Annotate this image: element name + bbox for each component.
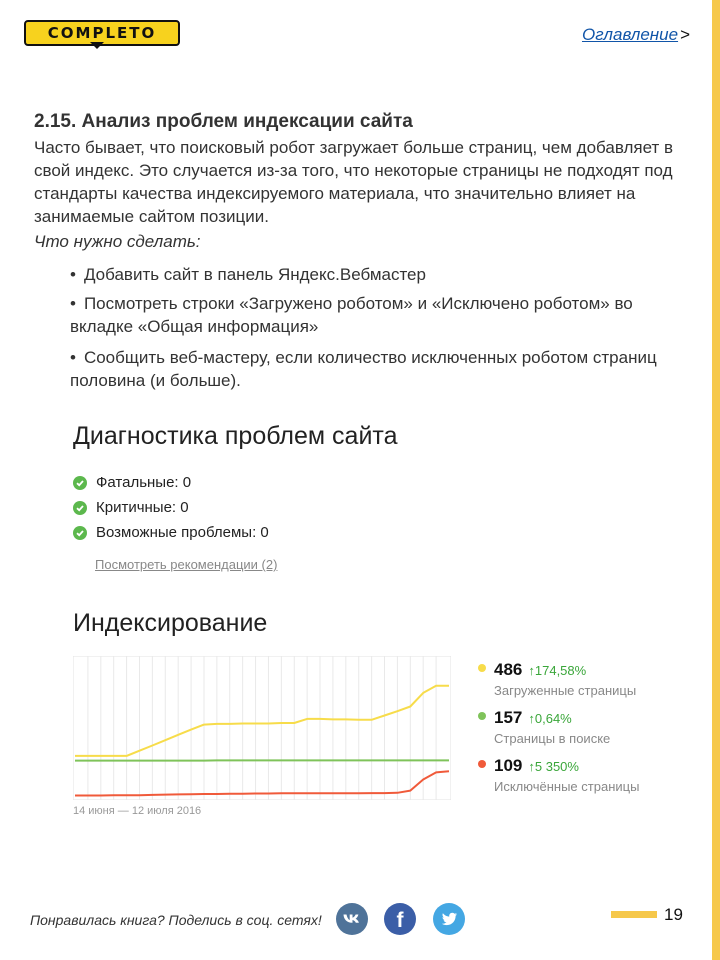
bullet-text: Посмотреть строки «Загружено роботом» и «Исключено роботом» во вкладке «Общая информация» (70, 294, 633, 336)
check-circle-icon (73, 526, 87, 540)
indexing-chart (73, 656, 451, 800)
page-number-accent (611, 911, 657, 918)
legend-value: 109 (494, 756, 523, 775)
share-prompt: Понравилась книга? Поделись в соц. сетях! (30, 912, 322, 928)
legend-change: ↑5 350% (528, 759, 579, 774)
check-label: Критичные: 0 (96, 499, 189, 516)
facebook-share-button[interactable] (384, 903, 416, 935)
legend-item (478, 708, 610, 746)
bullet-item (70, 263, 680, 286)
check-row (73, 474, 191, 491)
check-row (73, 499, 189, 516)
chart-date-range: 14 июня — 12 июля 2016 (73, 805, 202, 817)
legend-dot (478, 712, 486, 720)
chevron-right-icon[interactable]: > (680, 25, 690, 44)
check-circle-icon (73, 476, 87, 490)
bullet-icon: • (70, 348, 76, 367)
page-number: 19 (664, 905, 683, 924)
legend-label: Исключённые страницы (494, 779, 640, 794)
right-accent-bar (712, 0, 720, 960)
bullet-text: Сообщить веб-мастеру, если количество исключенных роботом страниц половина (и больше). (70, 348, 657, 390)
indexing-title: Индексирование (73, 609, 268, 637)
twitter-icon (433, 903, 465, 935)
legend-item (478, 756, 639, 794)
section-title: 2.15. Анализ проблем индексации сайта (34, 111, 413, 132)
completo-logo (24, 20, 178, 48)
vk-share-button[interactable] (336, 903, 368, 935)
bullet-item (70, 346, 680, 392)
legend-dot (478, 664, 486, 672)
intro-paragraph: Часто бывает, что поисковый робот загружает больше страниц, чем добавляет в свой индекс. Это случается из-за того, что некоторые страницы не подходят под стандарты качества индексируемого материала, что значительно влияет на занимаемые сайтом позиции. (34, 138, 674, 226)
legend-value: 157 (494, 708, 523, 727)
svg-text:f: f (396, 909, 404, 932)
logo-tail (90, 42, 104, 49)
bullet-icon: • (70, 294, 76, 313)
chart-plot-area (73, 656, 451, 800)
legend-item (478, 660, 636, 698)
logo-text: COMPLETO (47, 24, 157, 42)
check-circle-icon (73, 501, 87, 515)
twitter-share-button[interactable] (433, 903, 465, 935)
legend-label: Загруженные страницы (494, 683, 637, 698)
toc-nav (582, 25, 690, 45)
bullet-text: Добавить сайт в панель Яндекс.Вебмастер (83, 265, 426, 284)
diagnostics-title: Диагностика проблем сайта (73, 422, 398, 450)
vk-icon (336, 903, 368, 935)
legend-label: Страницы в поиске (494, 731, 611, 746)
bullet-icon: • (70, 265, 76, 284)
chart-svg (73, 656, 451, 800)
recommendations-link[interactable]: Посмотреть рекомендации (2) (95, 557, 278, 572)
facebook-icon (384, 903, 416, 935)
legend-change: ↑174,58% (528, 663, 587, 678)
legend-value: 486 (494, 660, 523, 679)
check-row (73, 524, 269, 541)
check-label: Фатальные: 0 (96, 474, 192, 491)
check-label: Возможные проблемы: 0 (96, 524, 269, 541)
legend-dot (478, 760, 486, 768)
todo-label: Что нужно сделать: (34, 232, 201, 251)
legend-change: ↑0,64% (528, 711, 572, 726)
bullet-item (70, 292, 680, 338)
toc-link[interactable]: Оглавление (581, 25, 679, 44)
